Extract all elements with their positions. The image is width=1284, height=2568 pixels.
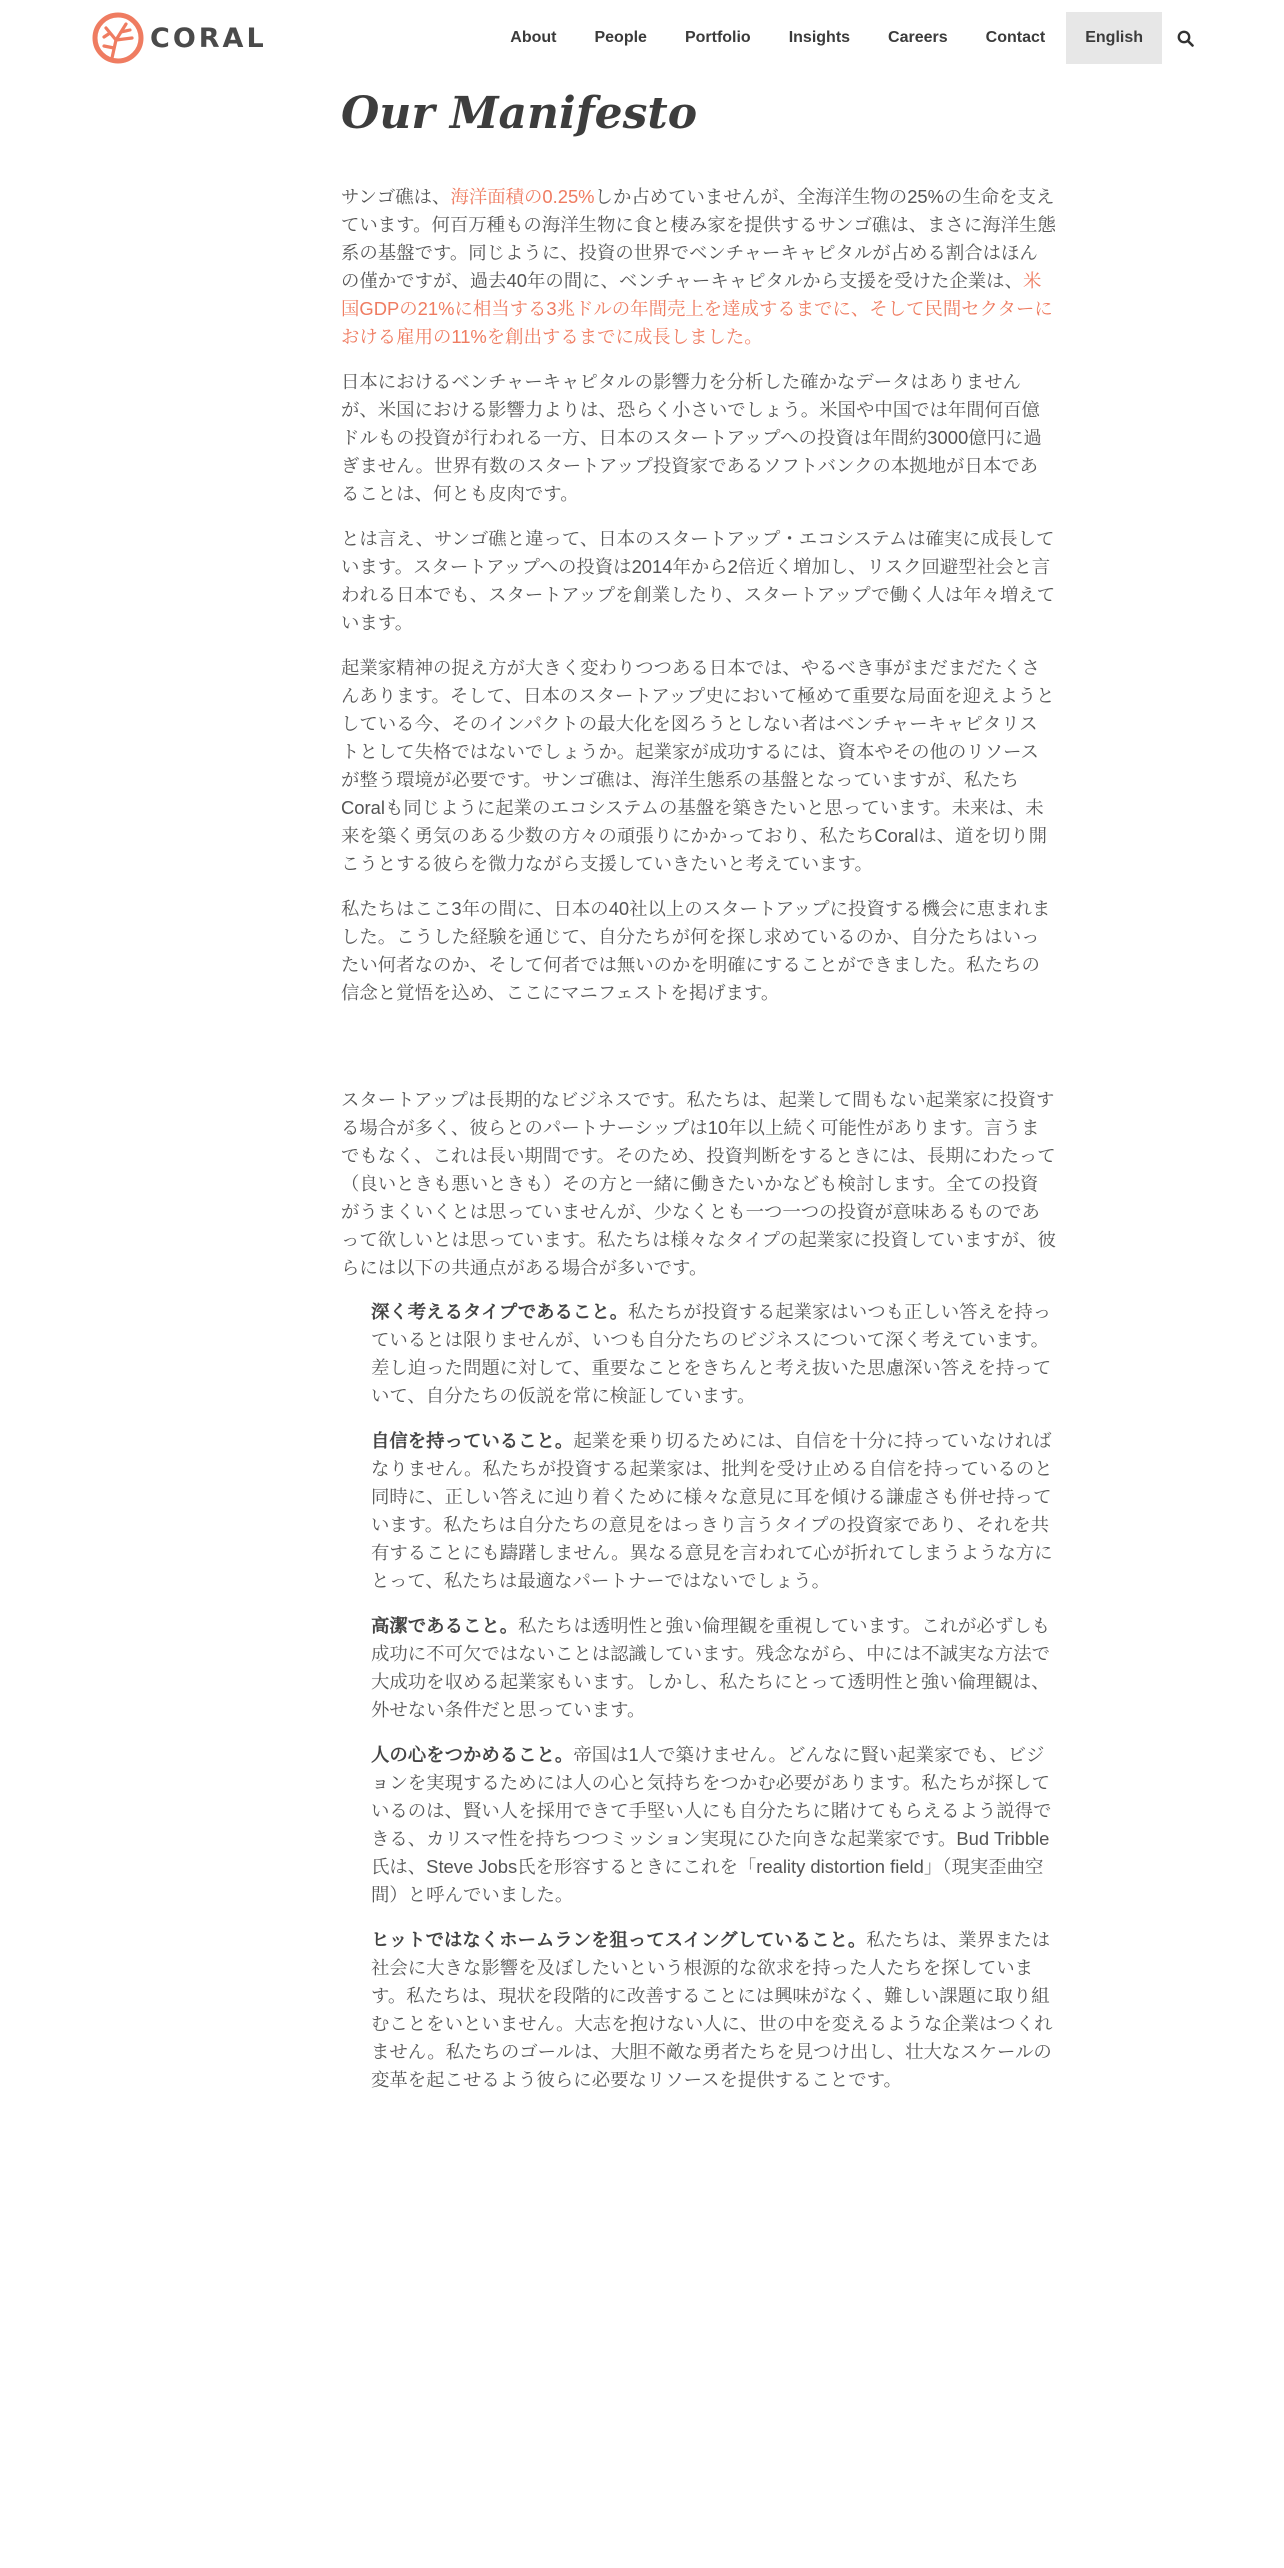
- intro-paragraph-3: とは言え、サンゴ礁と違って、日本のスタートアップ・エコシステムは確実に成長しています。スタートアップへの投資は2014年から2倍近く増加し、リスク回避型社会と言われる日本でも、スタートアップを創業したり、スタートアップで働く人は年々増えています。: [341, 528, 1056, 633]
- trait-text: 帝国は1人で築けません。どんなに賢い起業家でも、ビジョンを実現するためには人の心と気持ちをつかむ必要があります。私たちが探しているのは、賢い人を採用できて手堅い人にも自分たちに賭けてもらえるよう説得できる、カリスマ性を持ちつつミッション実現にひた向きな起業家です。Bud Tribble氏は、Steve Jobs氏を形容するときにこれを「reality distortion field」（現実歪曲空間）と呼んでいました。: [371, 1744, 1052, 1905]
- language-switch-english[interactable]: English: [1066, 12, 1162, 64]
- trait-title: 自信を持っていること。: [371, 1430, 574, 1451]
- intro-p1-highlight-ocean-area: 海洋面積の0.25%: [450, 186, 595, 207]
- trait-text: 起業を乗り切るためには、自信を十分に持っていなければなりません。私たちが投資する起業家は、批判を受け止める自信を持っているのと同時に、正しい答えに辿り着くために様々な意見に耳を傾ける謙虚さも併せ持っています。私たちは自分たちの意見をはっきり言うタイプの投資家であり、それを共有することにも躊躇しません。異なる意見を言われて心が折れてしまうような方にとって、私たちは最適なパートナーではないでしょう。: [371, 1430, 1053, 1591]
- trait-item: [371, 1298, 1056, 1410]
- site-header: [0, 0, 1284, 76]
- trait-text: 私たちは、業界または社会に大きな影響を及ぼしたいという根源的な欲求を持った人たちを探しています。私たちは、現状を段階的に改善することには興味がなく、難しい課題に取り組むことをいといません。大志を抱けない人に、世の中を変えるような企業はつくれません。私たちのゴールは、大胆不敵な勇者たちを見つけ出し、壮大なスケールの変革を起こせるよう彼らに必要なリソースを提供することです。: [371, 1929, 1053, 2090]
- intro-p1-text-b: しか占めていませんが、全海洋生物の25%の生命を支えています。何百万種もの海洋生物に食と棲み家を提供するサンゴ礁は、まさに海洋生態系の基盤です。同じように、投資の世界でベンチャーキャピタルが占める割合はほんの僅かですが、過去40年の間に、ベンチャーキャピタルから支援を受けた企業は、: [341, 186, 1056, 291]
- nav-contact[interactable]: Contact: [985, 29, 1046, 46]
- intro-paragraph-1: [341, 183, 1056, 351]
- logo-text: CORAL: [150, 22, 267, 54]
- logo-link[interactable]: [92, 10, 267, 66]
- trait-title: 深く考えるタイプであること。: [371, 1301, 629, 1322]
- search-button[interactable]: [1162, 12, 1208, 64]
- trait-item: [371, 1427, 1056, 1595]
- section-intro-paragraph: スタートアップは長期的なビジネスです。私たちは、起業して間もない起業家に投資する場合が多く、彼らとのパートナーシップは10年以上続く可能性があります。言うまでもなく、これは長い期間です。そのため、投資判断をするときには、長期にわたって（良いときも悪いときも）その方と一緒に働きたいかなども検討します。全ての投資がうまくいくとは思っていませんが、少なくとも一つ一つの投資が意味あるものであって欲しいとは思っています。私たちは様々なタイプの起業家に投資していますが、彼らには以下の共通点がある場合が多いです。: [341, 1089, 1056, 1278]
- nav-people[interactable]: People: [594, 29, 647, 46]
- trait-title: 人の心をつかめること。: [371, 1744, 574, 1765]
- page-title: [341, 76, 1056, 158]
- trait-item: [371, 1926, 1056, 2094]
- trait-title: ヒットではなくホームランを狙ってスイングしていること。: [371, 1929, 867, 1950]
- trait-text: 私たちが投資する起業家はいつも正しい答えを持っているとは限りませんが、いつも自分たちのビジネスについて深く考えています。差し迫った問題に対して、重要なことをきちんと考え抜いた思慮深い答えを持っていて、自分たちの仮説を常に検証しています。: [371, 1301, 1052, 1406]
- trait-text: 私たちは透明性と強い倫理観を重視しています。これが必ずしも成功に不可欠ではないことは認識しています。残念ながら、中には不誠実な方法で大成功を収める起業家もいます。しかし、私たちにとって透明性と強い倫理観は、外せない条件だと思っています。: [371, 1615, 1050, 1720]
- trait-item: [371, 1741, 1056, 1909]
- nav-careers[interactable]: Careers: [888, 29, 948, 46]
- manifesto-content: [341, 76, 1056, 2094]
- intro-paragraph-4: 起業家精神の捉え方が大きく変わりつつある日本では、やるべき事がまだまだたくさんあります。そして、日本のスタートアップ史において極めて重要な局面を迎えようとしている今、そのインパクトの最大化を図ろうとしない者はベンチャーキャピタリストとして失格ではないでしょうか。起業家が成功するには、資本やその他のリソースが整う環境が必要です。サンゴ礁は、海洋生態系の基盤となっていますが、私たちCoralも同じように起業のエコシステムの基盤を築きたいと思っています。未来は、未来を築く勇気のある少数の方々の頑張りにかかっており、私たちCoralは、道を切り開こうとする彼らを微力ながら支援していきたいと考えています。: [341, 657, 1055, 874]
- main-nav: [491, 12, 1208, 64]
- nav-about[interactable]: About: [510, 29, 557, 46]
- search-icon: [1177, 30, 1194, 47]
- intro-paragraph-5: 私たちはここ3年の間に、日本の40社以上のスタートアップに投資する機会に恵まれました。こうした経験を通じて、自分たちが何を探し求めているのか、自分たちはいったい何者なのか、そして何者では無いのかを明確にすることができました。私たちの信念と覚悟を込め、ここにマニフェストを掲げます。: [341, 898, 1051, 1003]
- intro-p1-text-a: サンゴ礁は、: [341, 186, 451, 207]
- nav-insights[interactable]: Insights: [788, 29, 851, 46]
- coral-logo-icon: [92, 10, 144, 66]
- nav-portfolio[interactable]: Portfolio: [684, 29, 751, 46]
- intro-paragraph-2: 日本におけるベンチャーキャピタルの影響力を分析した確かなデータはありませんが、米国における影響力よりは、恐らく小さいでしょう。米国や中国では年間何百億ドルもの投資が行われる一方、日本のスタートアップへの投資は年間約3000億円に過ぎません。世界有数のスタートアップ投資家であるソフトバンクの本拠地が日本であることは、何とも皮肉です。: [341, 371, 1042, 504]
- intro-p1-highlight-gdp: 米国GDPの21%に相当する3兆ドルの年間売上を達成するまでに、そして民間セクターにおける雇用の11%を創出するまでに成長しました。: [341, 270, 1053, 347]
- page-title-text: Our Manifesto: [341, 88, 698, 139]
- trait-title: 高潔であること。: [371, 1615, 519, 1636]
- trait-item: [371, 1612, 1056, 1724]
